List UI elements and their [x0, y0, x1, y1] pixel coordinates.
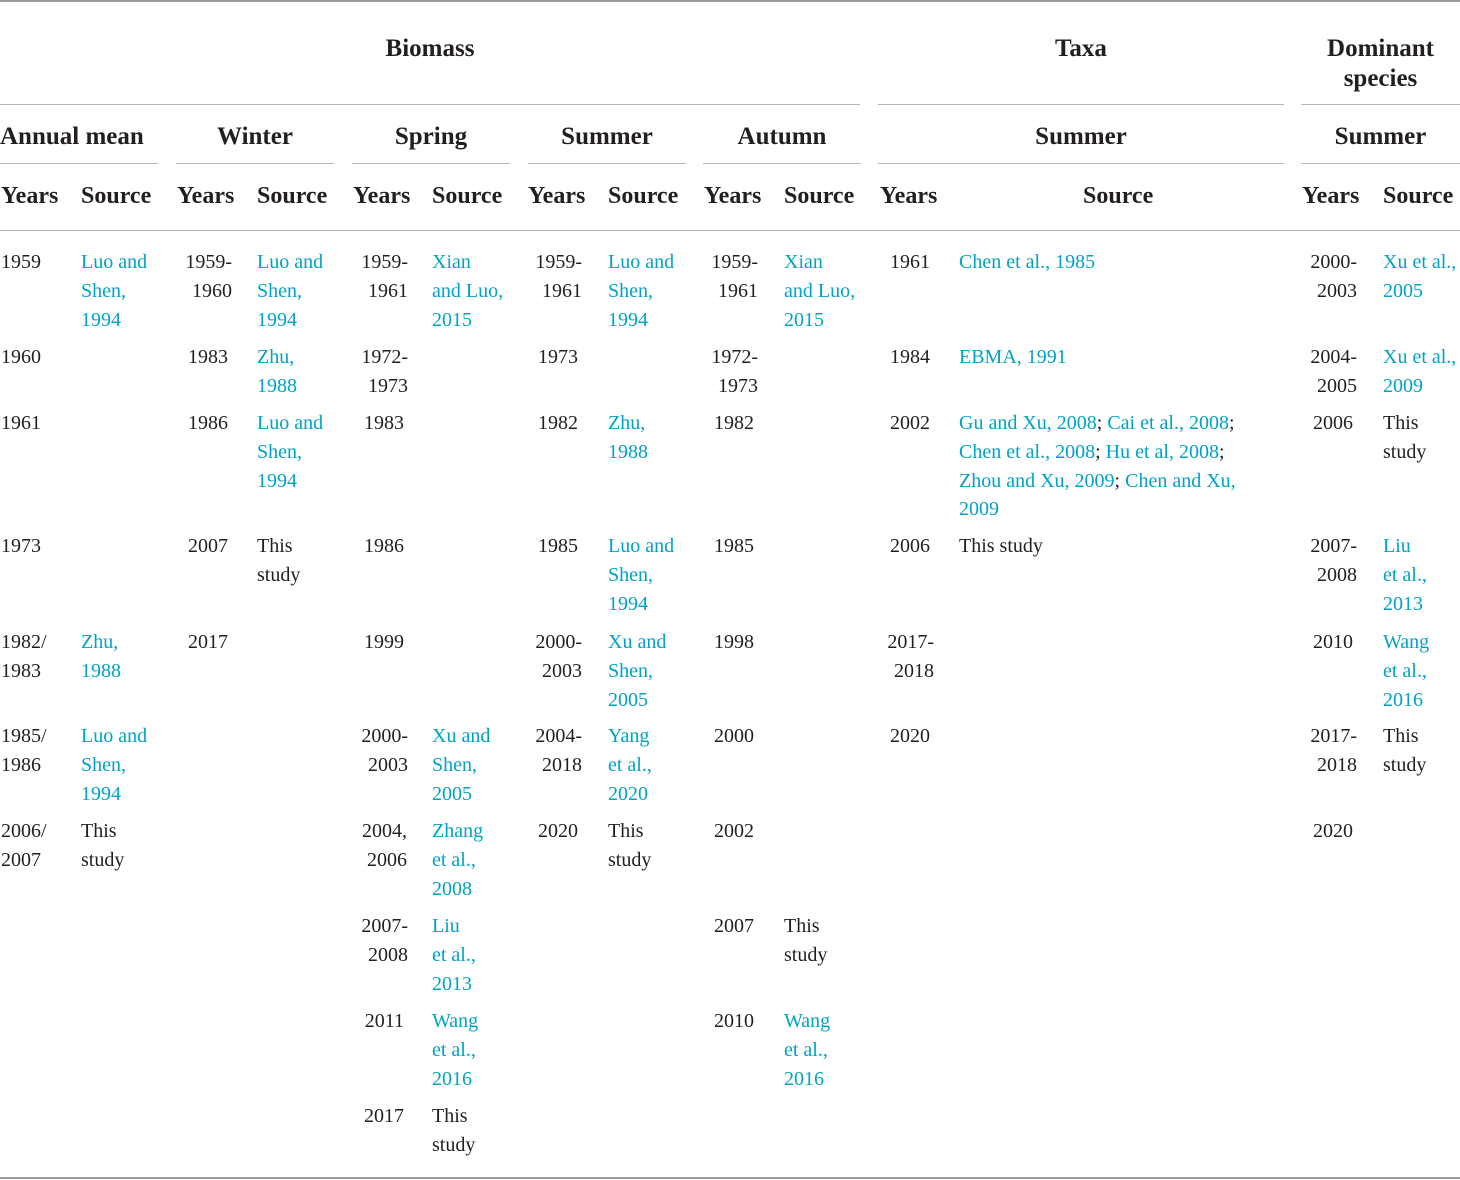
- spring-source-link[interactable]: Xu and Shen, 2005: [432, 725, 491, 805]
- dominant-year: 2000- 2003: [1310, 251, 1357, 302]
- taxa-year: 1984: [890, 346, 930, 368]
- separator: ;: [1095, 440, 1101, 463]
- winter-year: 2017: [188, 631, 228, 653]
- taxa-source: This study: [959, 535, 1043, 557]
- spring-year: 1986: [364, 535, 404, 557]
- summer-year: 2020: [538, 820, 578, 842]
- summer-year: 1959- 1961: [535, 251, 582, 302]
- summer-source-link[interactable]: Yang et al., 2020: [608, 725, 652, 805]
- autumn-source: This study: [784, 915, 828, 966]
- spring-source: This study: [432, 1105, 476, 1156]
- spring-year: 2007- 2008: [361, 915, 408, 966]
- dominant-source: This study: [1383, 412, 1427, 463]
- annual-year: 1985/ 1986: [1, 725, 47, 776]
- winter-year: 1986: [188, 412, 228, 434]
- spring-source-link[interactable]: Xian and Luo, 2015: [432, 251, 504, 331]
- summer-year: 2000- 2003: [535, 631, 582, 682]
- dominant-source-link[interactable]: Xu et al., 2005: [1383, 251, 1457, 302]
- autumn-year: 1985: [714, 535, 754, 557]
- winter-year: 1959- 1960: [185, 251, 232, 302]
- header-autumn: Autumn: [737, 123, 827, 150]
- autumn-source-link[interactable]: Xian and Luo, 2015: [784, 251, 856, 331]
- autumn-source-link[interactable]: Wang et al., 2016: [784, 1010, 831, 1090]
- taxa-year: 2006: [890, 535, 930, 557]
- table-top-rule: [0, 0, 1460, 2]
- table-bottom-rule: [0, 1177, 1460, 1179]
- autumn-year: 1982: [714, 412, 754, 434]
- summer-source-link[interactable]: Luo and Shen, 1994: [608, 535, 675, 615]
- col-source: Source: [784, 183, 855, 209]
- autumn-year: 1998: [714, 631, 754, 653]
- rule-spring: [352, 163, 510, 164]
- summer-source-link[interactable]: Luo and Shen, 1994: [608, 251, 675, 331]
- rule-taxa: [878, 104, 1284, 105]
- annual-source-link[interactable]: Luo and Shen, 1994: [81, 251, 148, 331]
- taxa-source-link[interactable]: Chen and Xu, 2009: [959, 469, 1236, 521]
- col-source: Source: [608, 183, 679, 209]
- separator: ;: [1228, 412, 1235, 434]
- autumn-year: 2007: [714, 915, 754, 937]
- spring-year: 1983: [364, 412, 404, 434]
- rule-annual: [0, 163, 158, 164]
- col-years: Years: [177, 183, 235, 209]
- col-years: Years: [1302, 183, 1360, 209]
- col-source: Source: [1083, 183, 1154, 209]
- winter-source-link[interactable]: Luo and Shen, 1994: [257, 412, 324, 492]
- header-biomass: Biomass: [385, 35, 475, 62]
- autumn-year: 1972- 1973: [711, 346, 758, 397]
- header-annual-mean: Annual mean: [0, 123, 144, 150]
- header-spring: Spring: [394, 123, 468, 150]
- header-dominant-summer: Summer: [1334, 123, 1427, 150]
- separator: ;: [1096, 412, 1103, 434]
- spring-year: 1999: [364, 631, 404, 653]
- col-years: Years: [880, 183, 938, 209]
- col-years: Years: [528, 183, 586, 209]
- spring-year: 2017: [364, 1105, 404, 1127]
- dominant-year: 2017- 2018: [1310, 725, 1357, 776]
- rule-winter: [176, 163, 334, 164]
- winter-source: This study: [257, 535, 301, 586]
- annual-year: 1982/ 1983: [1, 631, 47, 682]
- col-source: Source: [1383, 183, 1454, 209]
- summer-year: 1982: [538, 412, 578, 434]
- rule-dominant: [1301, 104, 1460, 105]
- annual-year: 1973: [1, 535, 41, 557]
- winter-year: 1983: [188, 346, 228, 368]
- taxa-year: 2002: [890, 412, 930, 434]
- summer-year: 2004- 2018: [535, 725, 582, 776]
- summer-year: 1985: [538, 535, 578, 557]
- annual-year: 2006/ 2007: [1, 820, 47, 871]
- col-years: Years: [1, 183, 59, 209]
- col-source: Source: [257, 183, 328, 209]
- autumn-year: 2002: [714, 820, 754, 842]
- spring-year: 2000- 2003: [361, 725, 408, 776]
- summer-source-link[interactable]: Xu and Shen, 2005: [608, 631, 667, 711]
- spring-year: 2011: [364, 1010, 404, 1032]
- header-bottom-rule: [0, 230, 1460, 231]
- dominant-source-link[interactable]: Wang et al., 2016: [1383, 631, 1430, 711]
- taxa-year: 2017- 2018: [887, 631, 934, 682]
- col-years: Years: [353, 183, 411, 209]
- annual-year: 1961: [1, 412, 41, 434]
- header-dominant-species: Dominant species: [1327, 35, 1434, 92]
- dominant-year: 2007- 2008: [1310, 535, 1357, 586]
- rule-biomass: [0, 104, 860, 105]
- annual-source: This study: [81, 820, 125, 871]
- spring-source-link[interactable]: Wang et al., 2016: [432, 1010, 479, 1090]
- winter-source-link[interactable]: Zhu, 1988: [257, 346, 297, 397]
- col-years: Years: [704, 183, 762, 209]
- dominant-year: 2020: [1313, 820, 1353, 842]
- rule-dominant-summer: [1301, 163, 1460, 164]
- spring-year: 1972- 1973: [361, 346, 408, 397]
- summer-source: This study: [608, 820, 652, 871]
- autumn-year: 2010: [714, 1010, 754, 1032]
- annual-year: 1959: [1, 251, 41, 273]
- winter-year: 2007: [188, 535, 228, 557]
- dominant-year: 2006: [1313, 412, 1353, 434]
- taxa-source-link[interactable]: Gu and Xu, 2008: [959, 412, 1097, 434]
- dominant-year: 2004- 2005: [1310, 346, 1357, 397]
- col-source: Source: [81, 183, 152, 209]
- rule-autumn: [703, 163, 861, 164]
- taxa-year: 2020: [890, 725, 930, 747]
- taxa-source-2002: [959, 409, 1279, 524]
- dominant-source: This study: [1383, 725, 1427, 776]
- annual-source-link[interactable]: Zhu, 1988: [81, 631, 121, 682]
- summer-year: 1973: [538, 346, 578, 368]
- header-winter: Winter: [217, 123, 293, 150]
- dominant-source-link[interactable]: Xu et al., 2009: [1383, 346, 1457, 397]
- spring-year: 1959- 1961: [361, 251, 408, 302]
- header-taxa: Taxa: [1055, 35, 1107, 62]
- spring-source-link[interactable]: Liu et al., 2013: [432, 915, 476, 995]
- taxa-source-link[interactable]: Chen et al., 2008: [959, 440, 1096, 463]
- separator: ;: [1114, 469, 1121, 492]
- autumn-year: 2000: [714, 725, 754, 747]
- taxa-source-link[interactable]: Chen et al., 1985: [959, 251, 1096, 273]
- summer-source-link[interactable]: Zhu, 1988: [608, 412, 648, 463]
- taxa-source-link[interactable]: Hu et al, 2008: [1105, 440, 1219, 463]
- autumn-year: 1959- 1961: [711, 251, 758, 302]
- spring-year: 2004, 2006: [362, 820, 407, 871]
- winter-source-link[interactable]: Luo and Shen, 1994: [257, 251, 324, 331]
- rule-summer: [528, 163, 686, 164]
- dominant-source-link[interactable]: Liu et al., 2013: [1383, 535, 1427, 615]
- annual-year: 1960: [1, 346, 41, 368]
- dominant-year: 2010: [1313, 631, 1353, 653]
- taxa-source-link[interactable]: Cai et al., 2008: [1107, 412, 1229, 434]
- header-summer: Summer: [561, 123, 653, 150]
- annual-source-link[interactable]: Luo and Shen, 1994: [81, 725, 148, 805]
- rule-taxa-summer: [878, 163, 1284, 164]
- taxa-source-link[interactable]: EBMA, 1991: [959, 346, 1067, 368]
- taxa-source-link[interactable]: Zhou and Xu, 2009: [959, 469, 1115, 492]
- header-taxa-summer: Summer: [1035, 123, 1127, 150]
- spring-source-link[interactable]: Zhang et al., 2008: [432, 820, 484, 900]
- col-source: Source: [432, 183, 503, 209]
- taxa-year: 1961: [890, 251, 930, 273]
- separator: ;: [1218, 440, 1225, 463]
